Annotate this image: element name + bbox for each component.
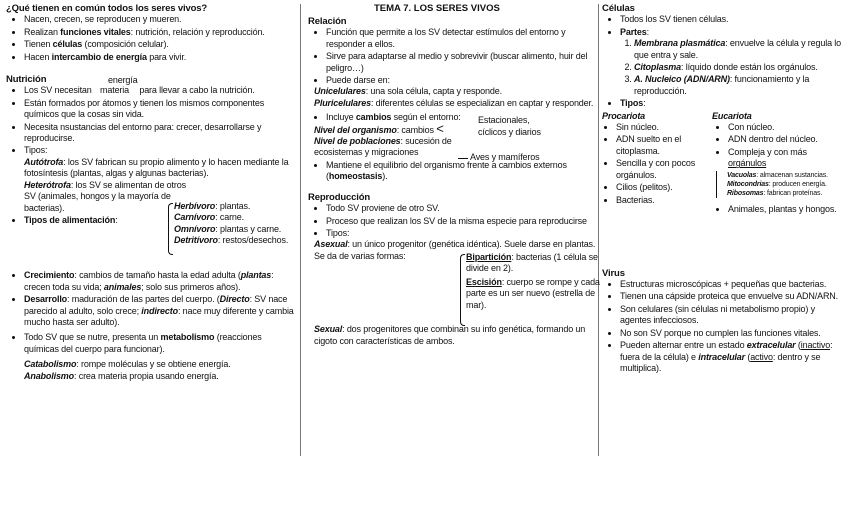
- list-item: 1. Membrana plasmática: envuelve la célula y regula lo que entra y sale.: [634, 38, 844, 61]
- list-item: • Tipos:: [620, 98, 844, 109]
- column-right: [602, 0, 844, 375]
- nutrition-list: [6, 75, 298, 246]
- brace: [168, 203, 173, 255]
- list-item: • Cilios (pelitos).: [616, 182, 706, 193]
- cell-types: [602, 111, 844, 266]
- organelles: Vacuolas: almacenan sustancias. Mitocondrias: producen energía. Ribosomas: fabrican proteínas.: [716, 171, 846, 198]
- reproduction-list: [308, 203, 600, 347]
- list-item: • Sirve para adaptarse al medio y sobrevivir (buscar alimento, huir del peligro…): [326, 51, 596, 74]
- cells-list: [602, 14, 844, 109]
- list-item: • Estructuras microscópicas + pequeñas que bacterias.: [620, 279, 844, 290]
- common-heading: ¿Qué tienen en común todos los seres vivos?: [6, 3, 208, 14]
- asexual-forms: Bipartición: bacterias (1 célula se divide en 2). Escisión: cuerpo se rompe y cada parte es un ser nuevo (estrella de mar).: [466, 252, 606, 311]
- list-item: • Crecimiento: cambios de tamaño hasta la edad adulta (plantas: crecen toda su vida; animales; solo sus primeros años).: [24, 270, 298, 293]
- list-item: • Todo SV que se nutre, presenta un metabolismo (reacciones químicas del cuerpo para funcionar).: [24, 332, 298, 355]
- list-item: • Nacen, crecen, se reproducen y mueren.: [24, 14, 298, 25]
- list-item: • Sencilla y con pocos orgánulos.: [616, 158, 706, 181]
- list-item: • Los SV necesitan energía materia para llevar a cabo la nutrición.: [24, 85, 298, 96]
- arrow: [458, 158, 468, 159]
- virus-heading: Virus: [602, 267, 625, 279]
- common-list: [6, 14, 298, 63]
- list-item: • Mantiene el equilibrio del organismo frente a cambios externos (homeostasis).: [326, 160, 596, 183]
- prokaryote: Procariota • Sin núcleo. • ADN suelto en el citoplasma. • Sencilla y con pocos orgánulos. • Cilios (pelitos). • Bacterias.: [602, 111, 706, 207]
- list-item: • ADN dentro del núcleo.: [728, 134, 846, 145]
- list-item: • Tipos: Autótrofa: los SV fabrican su propio alimento y lo hacen mediante la fotosíntesis (plantas, algas y algunas bacterias). Heterótrofa: los SV se alimentan de otros SV (animales, hongos y la mayoría de bacterias).: [24, 145, 298, 213]
- list-item: • Todo SV proviene de otro SV.: [326, 203, 596, 214]
- list-item: • Puede darse en: Unicelulares: una sola célula, capta y responde. Pluricelulares: diferentes células se especializan en captar y responder.: [326, 75, 596, 109]
- animals-note: Aves y mamíferos: [470, 152, 540, 163]
- list-item: • Hacen intercambio de energía para vivir.: [24, 52, 298, 63]
- column-left: [6, 0, 298, 382]
- nutrition-heading: Nutrición: [6, 74, 47, 86]
- list-item: • Tienen una cápside proteica que envuelve su ADN/ARN.: [620, 291, 844, 302]
- list-item: • Tienen células (composición celular).: [24, 39, 298, 50]
- list-item: • Todos los SV tienen células.: [620, 14, 844, 25]
- list-item: • Necesita nsustancias del entorno para: crecer, desarrollarse y reproducirse.: [24, 122, 298, 145]
- virus-list: [602, 279, 844, 374]
- list-item: • Proceso que realizan los SV de la misma especie para reproducirse: [326, 216, 596, 227]
- brace: [460, 254, 465, 326]
- list-item: • Pueden alternar entre un estado extracelular (inactivo: fuera de la célula) e intracelular (activo: dentro y se multiplica).: [620, 340, 844, 374]
- metabolism-types: Catabolismo: rompe moléculas y se obtiene energía. Anabolismo: crea materia propia usando energía.: [24, 359, 231, 381]
- list-item: • Incluye cambios según el entorno: Nivel del organismo: cambios < Nivel de poblaciones: sucesión de ecosistemas y migraciones Estacionales, cíclicos y diarios Aves y mamíferos: [326, 112, 596, 159]
- list-item: 3. A. Nucleico (ADN/ARN): funcionamiento y la reproducción.: [634, 74, 844, 97]
- list-item: 2. Citoplasma: líquido donde están los orgánulos.: [634, 62, 844, 73]
- list-item: • Son celulares (sin células ni metabolismo propio) y agentes infecciosos.: [620, 304, 844, 327]
- list-item: • Están formados por átomos y tienen los mismos componentes químicos que la cosas sin vida.: [24, 98, 298, 121]
- cells-heading: Células: [602, 3, 635, 14]
- column-divider: [598, 4, 599, 456]
- list-item: • Animales, plantas y hongos.: [728, 204, 846, 215]
- relation-list: [308, 27, 596, 182]
- list-item: • Bacterias.: [616, 195, 706, 206]
- parts-list: [620, 38, 844, 97]
- list-item: • Función que permite a los SV detectar estímulos del entorno y responder a ellos.: [326, 27, 596, 50]
- list-item: • Desarrollo: maduración de las partes del cuerpo. (Directo: SV nace parecido al adulto, solo crece; indirecto: nace muy diferente y cambia mucho hasta ser adulto).: [24, 294, 298, 328]
- eukaryote: Eucariota • Con núcleo. • ADN dentro del núcleo. • Compleja y con más orgánulos Vacuolas: almacenan sustancias. Mitocondrias: producen energía. Ribosomas: fabrican proteínas. • Animales, plantas y hongos.: [712, 111, 846, 216]
- column-middle: [308, 0, 600, 348]
- list-item: • Tipos: Asexual: un único progenitor (genética idéntica). Suele darse en plantas. Se da de varias formas: Bipartición: bacterias (1 célula se divide en 2). Escisión: cuerpo se rompe y cada parte es un ser nuevo (estrella de mar). Sexual: dos progenitores que combinan su info genética, formando un cigoto con características de ambos.: [326, 228, 596, 347]
- list-item: • No son SV porque no cumplen las funciones vitales.: [620, 328, 844, 339]
- page-title: TEMA 7. LOS SERES VIVOS: [374, 3, 500, 14]
- seasonal-note: Estacionales, cíclicos y diarios: [478, 115, 541, 137]
- list-item: • ADN suelto en el citoplasma.: [616, 134, 706, 157]
- list-item: • Sin núcleo.: [616, 122, 706, 133]
- relation-heading: Relación: [308, 16, 347, 27]
- list-item: • Compleja y con más orgánulos: [728, 147, 846, 170]
- list-item: • Realizan funciones vitales: nutrición, relación y reproducción.: [24, 27, 298, 38]
- reproduction-heading: Reproducción: [308, 191, 371, 203]
- feeding-types: Herbívoro: plantas. Carnívoro: carne. Omnívoro: plantas y carne. Detritívoro: restos/desechos.: [174, 201, 304, 247]
- list-item: • Partes: 1. Membrana plasmática: envuelve la célula y regula lo que entra y sale. 2. Citoplasma: líquido donde están los orgánulos. 3. A. Nucleico (ADN/ARN): funcionamiento y la reproducción.: [620, 27, 844, 97]
- list-item: • Tipos de alimentación: Herbívoro: plantas. Carnívoro: carne. Omnívoro: plantas y carne. Detritívoro: restos/desechos.: [24, 215, 298, 226]
- growth-list: [6, 270, 298, 355]
- list-item: • Con núcleo.: [728, 122, 846, 133]
